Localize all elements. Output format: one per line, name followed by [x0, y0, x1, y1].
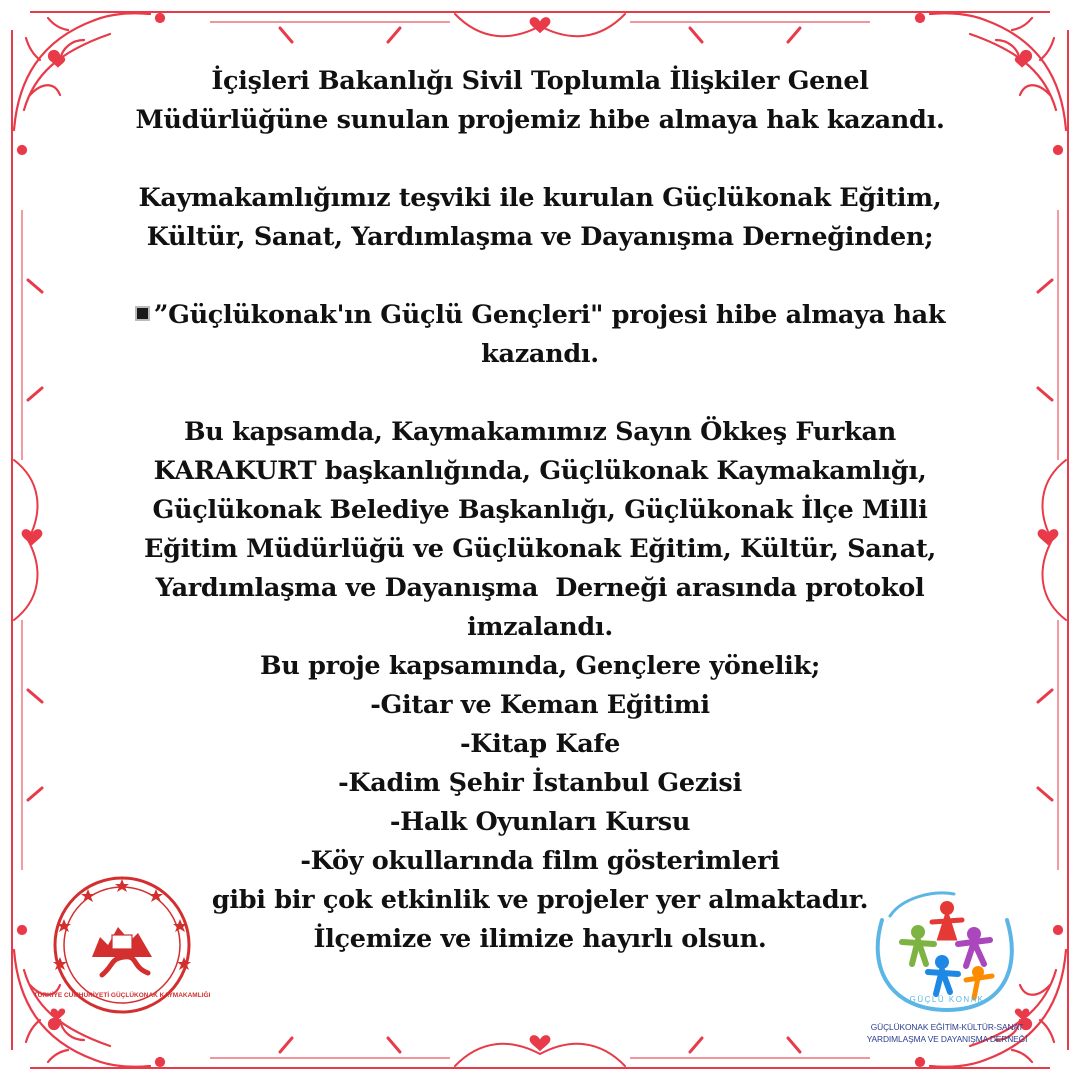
association-caption: YARDIMLAŞMA VE DAYANIŞMA DERNEĞİ: [866, 1034, 1028, 1044]
activity-item: -Kitap Kafe: [459, 729, 621, 759]
project-line: kazandı.: [481, 339, 599, 369]
kaymakamlik-seal-icon: [33, 875, 211, 1015]
closing-line: İlçemize ve ilimize hayırlı olsun.: [313, 924, 767, 954]
protocol-line: Güçlükonak Belediye Başkanlığı, Güçlükonak İlçe Milli: [152, 495, 928, 525]
activity-item: -Halk Oyunları Kursu: [389, 807, 691, 837]
logo-arc-text: GÜÇLÜ KONAK: [909, 995, 985, 1004]
closing-line: gibi bir çok etkinlik ve projeler yer almaktadır.: [211, 885, 869, 915]
association-line: Kültür, Sanat, Yardımlaşma ve Dayanışma Derneğinden;: [146, 222, 934, 252]
association-line: Kaymakamlığımız teşviki ile kurulan Güçlükonak Eğitim,: [138, 183, 942, 213]
protocol-line: Eğitim Müdürlüğü ve Güçlükonak Eğitim, Kültür, Sanat,: [144, 534, 936, 564]
project-line: [120, 296, 960, 335]
seal-text: TÜRKİYE CUMHURİYETİ GÜÇLÜKONAK KAYMAKAMLIĞI: [33, 992, 211, 999]
announcement-text: [120, 62, 960, 959]
protocol-line: KARAKURT başkanlığında, Güçlükonak Kaymakamlığı,: [153, 456, 927, 486]
activity-item: -Köy okullarında film gösterimleri: [300, 846, 780, 876]
association-caption: GÜÇLÜKONAK EĞİTİM-KÜLTÜR-SANAT: [870, 1022, 1024, 1032]
protocol-line: Yardımlaşma ve Dayanışma Derneği arasında protokol: [155, 573, 925, 603]
activity-item: -Kadim Şehir İstanbul Gezisi: [338, 768, 742, 798]
protocol-line: imzalandı.: [467, 612, 613, 642]
intro-line: Müdürlüğüne sunulan projemiz hibe almaya hak kazandı.: [135, 105, 945, 135]
scope-intro: Bu proje kapsamında, Gençlere yönelik;: [260, 651, 820, 681]
intro-line: İçişleri Bakanlığı Sivil Toplumla İlişkiler Genel: [211, 66, 869, 96]
project-title-text: ”Güçlükonak'ın Güçlü Gençleri" projesi hibe almaya hak: [153, 300, 946, 330]
activity-item: -Gitar ve Keman Eğitimi: [370, 690, 710, 720]
black-square-icon: [135, 306, 150, 321]
protocol-line: Bu kapsamda, Kaymakamımız Sayın Ökkeş Furkan: [184, 417, 896, 447]
